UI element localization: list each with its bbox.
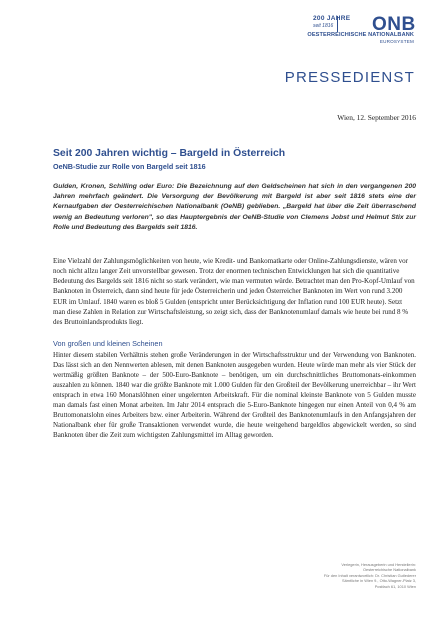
imprint-line: Postfach 61, 1010 Wien (374, 583, 416, 589)
date-line: Wien, 12. September 2016 (337, 113, 416, 122)
imprint-footer (270, 562, 416, 589)
doc-type-heading: PRESSEDIENST (284, 69, 415, 86)
anniversary-line2: seit 1816 (313, 22, 334, 29)
imprint-line: Für den Inhalt verantwortlich: Dr. Christian Gutlederer (323, 572, 416, 578)
oenb-logo: ONB (372, 14, 416, 35)
imprint-line: Oesterreichische Nationalbank (363, 567, 416, 573)
body-paragraph-1: Eine Vielzahl der Zahlungsmöglichkeiten von heute, wie Kredit- und Bankomatkarte oder Online-Zahlungsdienste, wären vor noch nicht allzu langer Zeit unvorstellbar gewesen. Trotz der enormen technischen Entwicklungen hat sich die quantitative Bedeutung des Bargelds seit 1816 nicht so stark verändert, wie man vermuten würde. Betrachtet man den Pro-Kopf-Umlauf von Banknoten in Österreich, dann sind heute für jede Österreicherin und jeden Österreicher Banknoten im Wert von rund 3.200 EUR im Umlauf. 1840 waren es bloß 5 Gulden (entspricht unter Berücksichtigung der Inflation rund 100 EUR heute). Setzt man diese Zahlen in Relation zur Wirtschaftsleistung, so zeigt sich, dass der Banknotenumlauf damals wie heute bei rund 8 % des Bruttoinlandsprodukts liegt. (53, 257, 415, 326)
eurosystem-label: EUROSYSTEM (379, 39, 414, 44)
body-paragraph-2: Hinter diesem stabilen Verhältnis stehen große Veränderungen in der Wirtschaftsstruktur und der Verwendung von Banknoten. Das lässt sich an den Nennwerten ablesen, mit denen Banknoten ausgegeben wurden. Heute würde man mehr als vier Stück der wertmäßig größten Banknote – der 500-Euro-Banknote – benötigen, um ein durchschnittliches Bruttomonats-einkommen auszahlen zu können. 1840 war die größte Banknote mit 1.000 Gulden für den Großteil der Bevölkerung unerreichbar – ihr Wert entsprach in etwa 160 Monatslöhnen einer ungelernten Arbeitskraft. Für die nominal kleinste Banknote von 5 Gulden musste man damals fast einen Monat arbeiten. Im Jahr 2014 entsprach die 5-Euro-Banknote hingegen nur einen Anteil von 0,4 % am Bruttomonatslohn eines Arbeiters bzw. einer Arbeiterin. Während der Großteil des Banknotenumlaufs in den Anfangsjahren der Nationalbank eher für große Transaktionen verwendet wurde, die heute weitgehend bargeldlos abgewickelt werden, so sind Banknoten über die Zeit zum wichtigsten Zahlungsmittel im Alltag geworden. (53, 351, 416, 440)
imprint-line: Verlegerin, Herausgeberin und Herstellerin: (341, 562, 416, 567)
anniversary-line1: 200 JAHRE (313, 15, 351, 22)
anniversary-mark (313, 16, 350, 29)
imprint-line: Sämtliche in Wien 9., Otto-Wagner-Platz 3, (341, 578, 416, 584)
page-subtitle: OeNB-Studie zur Rolle von Bargeld seit 1816 (53, 162, 206, 171)
bank-name: OESTERREICHISCHE NATIONALBANK (307, 32, 414, 38)
section-heading: Von großen und kleinen Scheinen (53, 339, 163, 348)
lead-paragraph: Gulden, Kronen, Schilling oder Euro: Die Bezeichnung auf den Geldscheinen hat sich in den vergangenen 200 Jahren mehrfach geändert. Die Versorgung der Bevölkerung mit Bargeld ist aber seit 1816 stets eine der Kernaufgaben der Oesterreichischen Nationalbank (OeNB) geblieben. „Bargeld hat über die Zeit überraschend wenig an Bedeutung verloren", so das Hauptergebnis der OeNB-Studie von Clemens Jobst und Helmut Stix zur Rolle und Bedeutung des Bargelds seit 1816. (53, 183, 416, 231)
page-title: Seit 200 Jahren wichtig – Bargeld in Österreich (53, 148, 286, 159)
header-divider (337, 16, 338, 32)
